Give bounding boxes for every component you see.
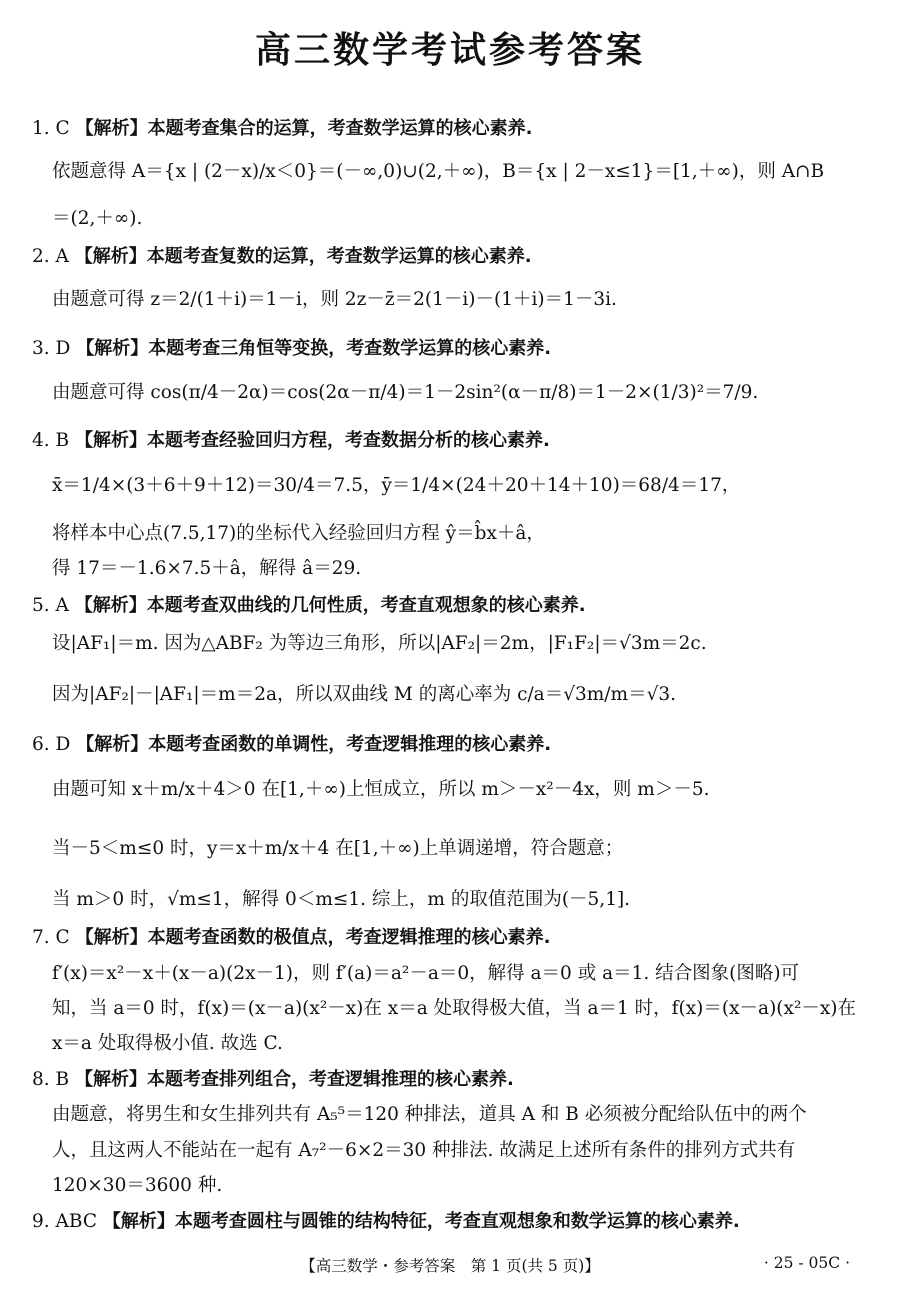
solution-line: f′(x)＝x²－x＋(x－a)(2x－1)，则 f′(a)＝a²－a＝0，解得 a＝0 或 a＝1. 结合图象(图略)可 (52, 963, 800, 984)
solution-line: 由题意可得 cos(π/4－2α)＝cos(2α－π/4)＝1－2sin²(α－π/8)＝1－2×(1/3)²＝7/9. (52, 382, 759, 403)
solution-line: 由题可知 x＋m/x＋4＞0 在[1,＋∞)上恒成立，所以 m＞－x²－4x，则 m＞－5. (52, 779, 710, 800)
question-number-answer: 2. A (32, 246, 75, 267)
question-header (32, 926, 550, 950)
solution-line: 设|AF₁|＝m. 因为△ABF₂ 为等边三角形，所以|AF₂|＝2m，|F₁F₂|＝√3m＝2c. (52, 633, 707, 654)
analysis-heading: 【解析】本题考查函数的单调性，考查逻辑推理的核心素养. (76, 734, 552, 755)
solution-line: x̄＝1/4×(3＋6＋9＋12)＝30/4＝7.5，ȳ＝1/4×(24＋20＋14＋10)＝68/4＝17， (52, 475, 741, 496)
solution-line: 知，当 a＝0 时，f(x)＝(x－a)(x²－x)在 x＝a 处取得极大值，当 a＝1 时，f(x)＝(x－a)(x²－x)在 (52, 998, 857, 1019)
analysis-heading: 【解析】本题考查集合的运算，考查数学运算的核心素养. (75, 118, 533, 139)
question-header (32, 337, 551, 361)
question-header (32, 117, 532, 141)
question-number-answer: 1. C (32, 118, 76, 139)
analysis-heading: 【解析】本题考查圆柱与圆锥的结构特征，考查直观想象和数学运算的核心素养. (102, 1211, 740, 1232)
question-header (32, 733, 551, 757)
solution-line: 依题意得 A＝{x | (2－x)/x＜0}＝(－∞,0)∪(2,＋∞)，B＝{x | 2－x≤1}＝[1,＋∞)，则 A∩B (52, 161, 825, 182)
question-header (32, 1068, 514, 1092)
question-number-answer: 5. A (32, 595, 75, 616)
solution-line: 120×30＝3600 种. (52, 1175, 223, 1196)
analysis-heading: 【解析】本题考查复数的运算，考查数学运算的核心素养. (74, 246, 532, 267)
solution-line: x＝a 处取得极小值. 故选 C. (52, 1033, 283, 1054)
analysis-heading: 【解析】本题考查三角恒等变换，考查数学运算的核心素养. (76, 338, 552, 359)
solution-line: 当 m＞0 时，√m≤1，解得 0＜m≤1. 综上，m 的取值范围为(－5,1]. (52, 889, 631, 910)
question-number-answer: 9. ABC (32, 1211, 103, 1232)
solution-line: 由题意可得 z＝2/(1＋i)＝1－i，则 2z－z̄＝2(1－i)－(1＋i)＝1－3i. (52, 289, 617, 310)
analysis-heading: 【解析】本题考查函数的极值点，考查逻辑推理的核心素养. (75, 927, 551, 948)
footer-code: · 25 - 05C · (763, 1254, 850, 1272)
page-title: 高三数学考试参考答案 (254, 30, 645, 71)
solution-line: 由题意，将男生和女生排列共有 A₅⁵＝120 种排法，道具 A 和 B 必须被分配给队伍中的两个 (52, 1104, 807, 1125)
solution-line: ＝(2,＋∞). (52, 208, 143, 229)
analysis-heading: 【解析】本题考查排列组合，考查逻辑推理的核心素养. (75, 1069, 514, 1090)
solution-line: 将样本中心点(7.5,17)的坐标代入经验回归方程 ŷ＝b̂x＋â， (52, 523, 545, 544)
solution-line: 人，且这两人不能站在一起有 A₇²－6×2＝30 种排法. 故满足上述所有条件的排列方式共有 (52, 1140, 796, 1161)
solution-line: 因为|AF₂|－|AF₁|＝m＝2a，所以双曲线 M 的离心率为 c/a＝√3m/m＝√3. (52, 684, 677, 705)
footer-page-info: 【高三数学・参考答案 第 1 页(共 5 页)】 (300, 1257, 600, 1275)
solution-line: 当－5＜m≤0 时，y＝x＋m/x＋4 在[1,＋∞)上单调递增，符合题意； (52, 838, 624, 859)
question-number-answer: 7. C (32, 927, 76, 948)
question-number-answer: 3. D (32, 338, 77, 359)
analysis-heading: 【解析】本题考查双曲线的几何性质，考查直观想象的核心素养. (74, 595, 586, 616)
solution-line: 得 17＝－1.6×7.5＋â，解得 â＝29. (52, 558, 362, 579)
question-header (32, 245, 532, 269)
question-header (32, 429, 550, 453)
question-header (32, 594, 586, 618)
question-number-answer: 8. B (32, 1069, 76, 1090)
analysis-heading: 【解析】本题考查经验回归方程，考查数据分析的核心素养. (75, 430, 550, 451)
question-number-answer: 4. B (32, 430, 76, 451)
question-number-answer: 6. D (32, 734, 77, 755)
question-header (32, 1210, 740, 1234)
